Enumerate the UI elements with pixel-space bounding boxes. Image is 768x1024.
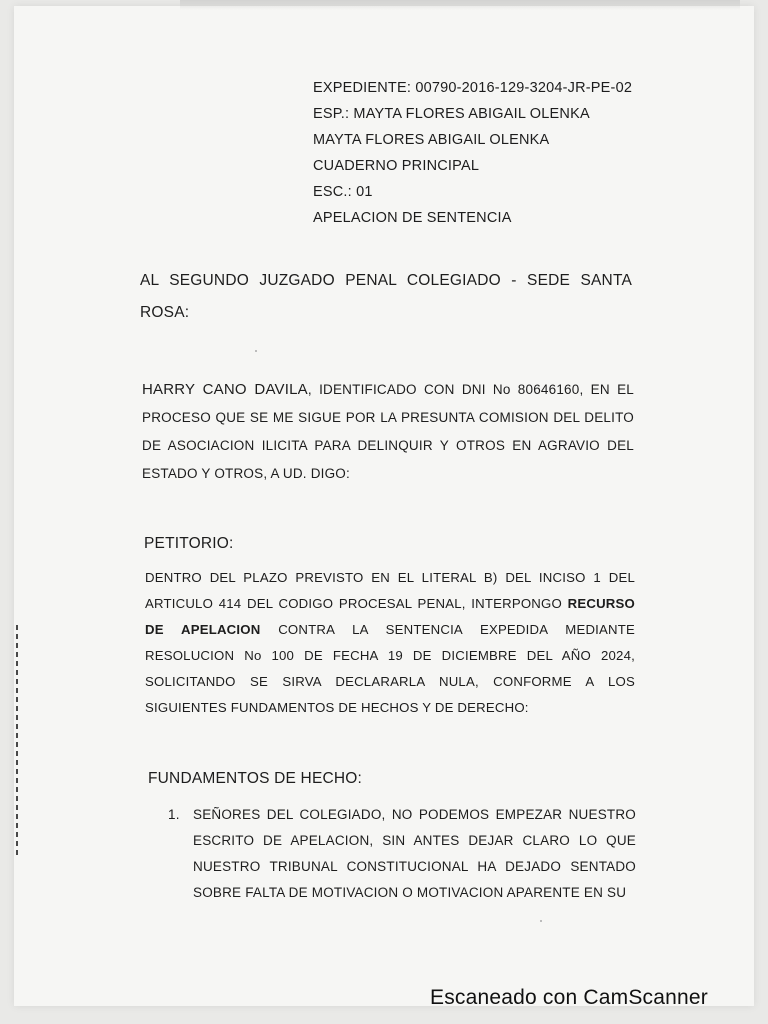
list-item-text: SEÑORES DEL COLEGIADO, NO PODEMOS EMPEZAR NUESTRO ESCRITO DE APELACION, SIN ANTES DEJAR CLARO LO QUE NUESTRO TRIBUNAL CONSTITUCIONAL HA DEJADO SENTADO SOBRE FALTA DE MOTIVACION O MOTIVACION APARENTE EN SU <box>193 807 636 900</box>
subject-line: APELACION DE SENTENCIA <box>313 210 512 226</box>
petitorio-paragraph <box>145 565 635 721</box>
specialist-line: ESP.: MAYTA FLORES ABIGAIL OLENKA <box>313 106 590 122</box>
intro-text: , IDENTIFICADO CON DNI No 80646160, EN EL PROCESO QUE SE ME SIGUE POR LA PRESUNTA COMISION DEL DELITO DE ASOCIACION ILICITA PARA DELINQUIR Y OTROS EN AGRAVIO DEL ESTADO Y OTROS, A UD. DIGO: <box>142 382 634 481</box>
petitorio-text-after: CONTRA LA SENTENCIA EXPEDIDA MEDIANTE RESOLUCION No 100 DE FECHA 19 DE DICIEMBRE DEL AÑO 2024, SOLICITANDO SE SIRVA DECLARARLA NULA, CONFORME A LOS SIGUIENTES FUNDAMENTOS DE HECHOS Y DE DERECHO: <box>145 622 636 715</box>
binding-edge-marks <box>16 625 18 855</box>
petitorio-title: PETITORIO: <box>144 535 234 552</box>
list-item-number: 1. <box>168 807 180 822</box>
writ-number-line: ESC.: 01 <box>313 184 373 200</box>
notebook-line: CUADERNO PRINCIPAL <box>313 158 480 174</box>
court-addressee: AL SEGUNDO JUZGADO PENAL COLEGIADO - SEDE SANTA ROSA: <box>140 272 632 321</box>
appellant-name: HARRY CANO DAVILA <box>142 381 308 398</box>
secretary-line: MAYTA FLORES ABIGAIL OLENKA <box>313 132 550 148</box>
petitorio-text-before: DENTRO DEL PLAZO PREVISTO EN EL LITERAL B) DEL INCISO 1 DEL ARTICULO 414 DEL CODIGO PROCESAL PENAL, INTERPONGO <box>145 570 635 611</box>
fundamentos-hecho-title: FUNDAMENTOS DE HECHO: <box>148 770 363 787</box>
scanner-watermark: Escaneado con CamScanner <box>430 986 708 1009</box>
scan-speck <box>540 920 542 922</box>
petitorio-text-bold: RECURSO DE APELACION <box>145 596 635 637</box>
fundamentos-hecho-list <box>168 802 636 906</box>
scan-speck <box>255 350 257 352</box>
case-number-line: EXPEDIENTE: 00790-2016-129-3204-JR-PE-02 <box>313 80 633 96</box>
scan-shadow <box>180 0 740 10</box>
case-header <box>313 75 643 231</box>
list-item <box>168 802 636 906</box>
intro-paragraph <box>142 376 634 488</box>
